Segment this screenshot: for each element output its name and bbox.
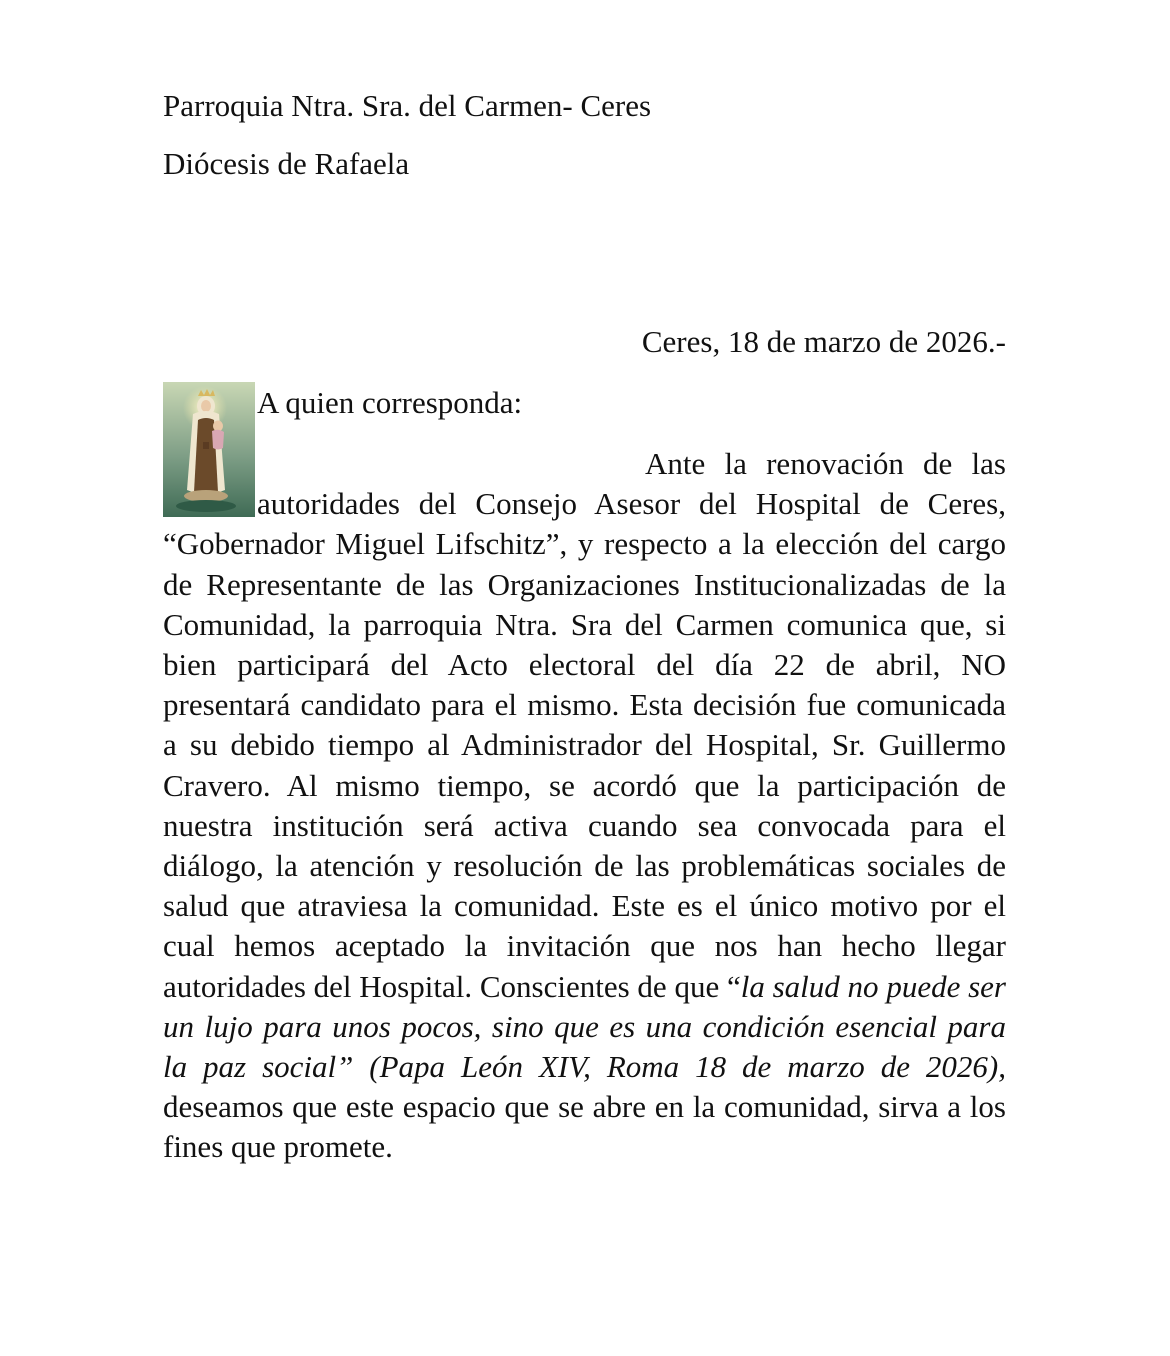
paragraph-indent	[257, 473, 645, 474]
letter-date: Ceres, 18 de marzo de 2026.-	[641, 324, 1006, 359]
paragraph-text-end: deseamos que este espacio que se abre en la comunidad, sirva a los fines que promete.	[163, 1089, 1006, 1165]
letter-salutation: A quien corresponda:	[257, 385, 523, 420]
parish-name: Parroquia Ntra. Sra. del Carmen- Ceres	[163, 88, 652, 123]
diocese-name: Diócesis de Rafaela	[163, 146, 410, 181]
letter-body	[163, 382, 1006, 1168]
letter-paragraph	[163, 444, 1006, 1168]
virgen-del-carmen-icon	[163, 382, 255, 517]
papal-quote: la salud no puede ser un lujo para unos pocos, sino que es una condición esencial para la paz social” (Papa León XIV, Roma 18 de marzo de 2026),	[163, 968, 1006, 1085]
paragraph-text-start: Ante la renovación de las autoridades del Consejo Asesor del Hospital de Ceres, “Gobernador Miguel Lifschitz”, y respecto a la elección del cargo de Representante de las Organizaciones Institucionalizadas de la Comunidad, la parroquia Ntra. Sra del Carmen comunica que, si bien participará del Acto electoral del día 22 de abril, NO presentará candidato para el mismo. Esta decisión fue comunicada a su debido tiempo al Administrador del Hospital, Sr. Guillermo Cravero. Al mismo tiempo, se acordó que la participación de nuestra institución será activa cuando sea convocada para el diálogo, la atención y resolución de las problemáticas sociales de salud que atraviesa la comunidad. Este es el único motivo por el cual hemos aceptado la invitación que nos han hecho llegar autoridades del Hospital. Conscientes de que “	[163, 446, 1006, 1004]
